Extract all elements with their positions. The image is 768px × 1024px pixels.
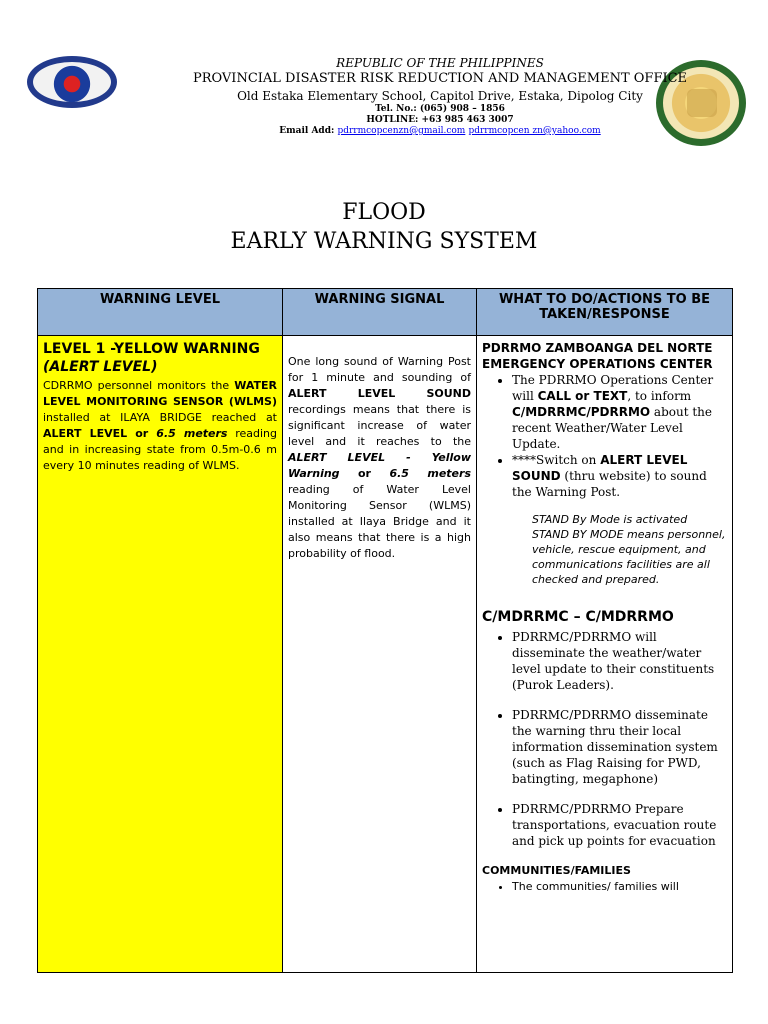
list-item	[512, 372, 727, 452]
list-item: • PDRRMC/PDRRMO Prepare transportations, evacuation route and pick up points for evacuation	[512, 801, 727, 849]
response-cell	[477, 336, 733, 973]
signal-text: reading of Water Level Monitoring Sensor (WLMS) installed at Ilaya Bridge and it also means that there is a high probability of flood.	[288, 483, 471, 560]
pdrrmc-seal-left-logo	[27, 56, 117, 108]
list-item: • The communities/ families will	[512, 879, 727, 895]
list-item	[512, 452, 727, 500]
level-text: CDRRMO personnel monitors the	[43, 379, 235, 392]
list-item-bold: CALL or TEXT	[537, 389, 628, 403]
list-item-bold: C/MDRRMC/PDRRMO	[512, 405, 651, 419]
table-row	[38, 336, 733, 973]
level-text-bold: or	[127, 427, 157, 440]
eoc-action-list	[482, 372, 727, 500]
level-text: installed at ILAYA BRIDGE reached at	[43, 411, 277, 424]
table-header-row	[38, 289, 733, 336]
signal-description	[288, 354, 471, 562]
signal-text-bold-italic: ALERT LEVEL - Yellow Warning	[288, 451, 471, 480]
communities-section-title: COMMUNITIES/FAMILIES	[482, 864, 631, 877]
email-gmail-link[interactable]: pdrrmcopcenzn@gmail.com	[337, 126, 466, 136]
office-address: Old Estaka Elementary School, Capitol Drive, Estaka, Dipolog City	[237, 89, 643, 103]
level-text-bold: WATER LEVEL MONITORING SENSOR (WLMS)	[43, 379, 277, 408]
level-title: LEVEL 1 -YELLOW WARNING	[43, 341, 260, 357]
signal-text: recordings means that there is significant increase of water level and it reaches to the	[288, 403, 471, 448]
email-yahoo-link[interactable]: pdrrmcopcen zn@yahoo.com	[468, 126, 601, 136]
level-text: reading and in increasing state from 0.5m-0.6 m every 10 minutes reading of WLMS.	[43, 427, 278, 472]
level-subtitle: (ALERT LEVEL)	[43, 359, 158, 375]
list-item-text: (thru website) to sound the Warning Post.	[512, 469, 707, 499]
hotline-number: HOTLINE: +63 985 463 3007	[366, 115, 514, 125]
level-text-bold-italic: 6.5 meters	[156, 427, 228, 440]
republic-heading: REPUBLIC OF THE PHILIPPINES	[336, 56, 544, 70]
signal-text-bold-italic: 6.5 meters	[389, 467, 471, 480]
standby-note	[532, 512, 727, 587]
level-description	[43, 378, 277, 474]
header-warning-level: WARNING LEVEL	[38, 289, 283, 336]
list-item-text: ****Switch on	[512, 453, 601, 467]
email-line	[120, 126, 760, 136]
telephone-number: Tel. No.: (065) 908 – 1856	[375, 104, 505, 114]
lgu-section-title: C/MDRRMC – C/MDRRMO	[482, 609, 674, 625]
list-item-text: about the recent Weather/Water Level Update.	[512, 405, 712, 451]
lgu-action-list	[482, 629, 727, 849]
document-title: FLOOD	[342, 200, 426, 225]
office-heading: PROVINCIAL DISASTER RISK REDUCTION AND MANAGEMENT OFFICE	[192, 71, 688, 86]
email-label: Email Add:	[279, 126, 335, 136]
signal-text-bold: ALERT LEVEL SOUND	[288, 387, 471, 400]
signal-text-bold: or	[339, 467, 390, 480]
level-text-bold: ALERT LEVEL	[43, 427, 128, 440]
list-item-bold: ALERT LEVEL SOUND	[512, 453, 688, 483]
eoc-section-title: PDRRMO ZAMBOANGA DEL NORTE EMERGENCY OPERATIONS CENTER	[482, 341, 713, 371]
header-warning-signal: WARNING SIGNAL	[283, 289, 477, 336]
list-item-text: The PDRRMO Operations Center will	[512, 373, 714, 403]
warning-table	[37, 288, 733, 973]
standby-note-text: STAND BY MODE means personnel, vehicle, rescue equipment, and communications facilities are all checked and prepared.	[532, 528, 726, 586]
signal-text: One long sound of Warning Post for 1 minute and sounding of	[288, 355, 471, 384]
warning-signal-cell	[283, 336, 477, 973]
header-actions-response: WHAT TO DO/ACTIONS TO BE TAKEN/RESPONSE	[477, 289, 733, 336]
list-item-text: , to inform	[627, 389, 692, 403]
document-subtitle: EARLY WARNING SYSTEM	[230, 229, 538, 254]
warning-level-cell	[38, 336, 283, 973]
standby-note-title: STAND By Mode is activated	[532, 513, 688, 526]
list-item: • PDRRMC/PDRRMO will disseminate the weather/water level update to their constituents (Purok Leaders).	[512, 629, 727, 693]
list-item: • PDRRMC/PDRRMO disseminate the warning thru their local information dissemination system (such as Flag Raising for PWD, batingting, megaphone)	[512, 707, 727, 787]
communities-action-list	[482, 879, 727, 895]
